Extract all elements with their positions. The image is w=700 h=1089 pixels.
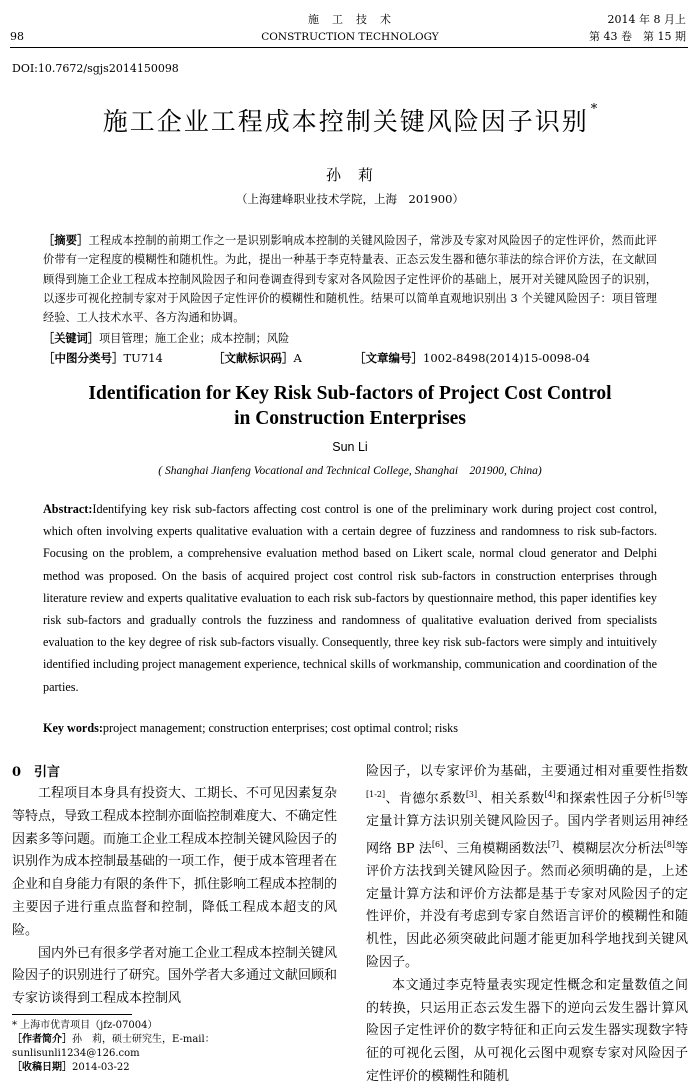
left-column bbox=[12, 783, 337, 1011]
clc bbox=[43, 350, 163, 366]
doi: DOI:10.7672/sgjs2014150098 bbox=[12, 62, 179, 75]
text-run: 和探索性因子分析 bbox=[555, 791, 664, 807]
title-zh: 施工企业工程成本控制关键风险因子识别 bbox=[102, 107, 589, 136]
footnote-date bbox=[12, 1061, 342, 1075]
footnote-author-text: 孙 莉，硕士研究生，E-mail：sunlisunli1234@126.com bbox=[12, 1034, 215, 1059]
text-run: 、模糊层次分析法 bbox=[559, 841, 664, 857]
text-run: 险因子，以专家评价为基础，主要通过相对重要性指数 bbox=[366, 764, 688, 779]
text-run: 等评价方法找到关键风险因子。然而必须明确的是，上述定量计算方法和评价方法都是基于专家对风险因子的定性评价，并没有考虑到专家自然语言评价的模糊性和随机性，因此必须突破此问题才能更加科学地找到关键风险因子。 bbox=[366, 841, 688, 971]
keywords-zh bbox=[43, 329, 657, 348]
citation: [5] bbox=[663, 789, 675, 799]
section-heading: 0 引言 bbox=[12, 765, 61, 780]
citation: [4] bbox=[544, 789, 556, 799]
article-number-value: 1002-8498(2014)15-0098-04 bbox=[423, 351, 590, 365]
text-run: 、三角模糊函数法 bbox=[443, 841, 548, 857]
author-zh: 孙 莉 bbox=[325, 166, 374, 184]
title-en-line1: Identification for Key Risk Sub-factors of Project Cost Control bbox=[88, 383, 612, 404]
left-paragraph-1: 工程项目本身具有投资大、工期长、不可见因素复杂等特点，导致工程成本控制亦面临控制难度大、不确定性因素多等问题。而施工企业工程成本控制关键风险因子的识别作为成本控制最基础的一项工作，便于成本管理者在企业和自身能力有限的条件下，抓住影响工程成本控制的主要因子进行重点监督和控制，降低工程成本超支的风险。 bbox=[12, 786, 338, 938]
title-en-line2: in Construction Enterprises bbox=[234, 408, 466, 429]
right-paragraph-1 bbox=[366, 761, 688, 975]
keywords-en-label: Key words: bbox=[43, 721, 103, 735]
text-run: 、相关系数 bbox=[477, 791, 545, 807]
affiliation-en: ( Shanghai Jianfeng Vocational and Technical College, Shanghai 201900, China) bbox=[158, 465, 542, 477]
keywords-zh-label: ［关键词］ bbox=[43, 331, 99, 345]
left-paragraph-2: 国内外已有很多学者对施工企业工程成本控制关键风险因子的识别进行了研究。国外学者大多通过文献回顾和专家访谈得到工程成本控制风 bbox=[12, 945, 338, 1007]
header-rule bbox=[10, 47, 688, 48]
right-column bbox=[366, 761, 688, 1089]
citation: [1-2] bbox=[366, 789, 386, 799]
footnote-date-label: ［收稿日期］ bbox=[12, 1062, 72, 1073]
abstract-zh bbox=[43, 231, 657, 327]
title-zh-block bbox=[0, 102, 700, 138]
footnote-date-text: 2014-03-22 bbox=[72, 1062, 130, 1073]
page-number: 98 bbox=[10, 30, 24, 43]
volume-issue: 第 43 卷 第 15 期 bbox=[589, 30, 686, 43]
article-number-label: ［文章编号］ bbox=[354, 351, 423, 365]
issue-date: 2014 年 8 月上 bbox=[607, 13, 686, 26]
doc-code-label: ［文献标识码］ bbox=[213, 351, 294, 365]
keywords-zh-text: 项目管理；施工企业；成本控制；风险 bbox=[98, 332, 290, 345]
author-en: Sun Li bbox=[332, 440, 368, 454]
abstract-en-text: Identifying key risk sub-factors affecting cost control is one of the preliminary work during project cost control, which often involving experts qualitative evaluation with a certain degree of fuzziness and randomness to risk sub-factors. Focusing on the problem, a comprehensive evaluation method based on Likert scale, normal cloud generator and Delphi method was proposed. On the basis of acquired project cost control risk sub-factors in construction enterprises through literature review and experts qualitative evaluation to each risk sub-factors by questionnaire method, this paper identifies key risk sub-factors and gradually controls the fuzziness and randomness of qualitative evaluation derived from specialists evaluation to the key degree of risk sub-factors visually. Consequently, three key risk sub-factors were simply and intuitively identified including project management experience, technical skills of workmanship, communication and coordination of the parties. bbox=[43, 502, 657, 694]
footnote-author bbox=[12, 1033, 342, 1061]
abstract-en-label: Abstract: bbox=[43, 502, 93, 516]
affiliation-zh: （上海建峰职业技术学院，上海 201900） bbox=[236, 192, 464, 206]
footnote-fund: * 上海市优青项目（jfz-07004） bbox=[12, 1020, 158, 1031]
abstract-en bbox=[43, 498, 657, 698]
citation: [7] bbox=[547, 839, 560, 849]
text-run: 等定量计算方法识别关键风险因子。国内学者则运用神经网络 BP 法 bbox=[366, 791, 688, 857]
citation: [3] bbox=[465, 789, 478, 799]
title-en bbox=[0, 381, 700, 431]
clc-value: TU714 bbox=[123, 351, 163, 365]
clc-label: ［中图分类号］ bbox=[43, 351, 124, 365]
journal-title-zh: 施 工 技 术 bbox=[308, 13, 392, 26]
footnote-rule bbox=[12, 1014, 132, 1015]
abstract-zh-text: 工程成本控制的前期工作之一是识别影响成本控制的关键风险因子，常涉及专家对风险因子的定性评价，然而此评价带有一定程度的模糊性和随机性。为此，提出一种基于李克特量表、正态云发生器和德尔菲法的综合评价方法，在文献回顾得到施工企业工程成本控制风险因子和问卷调查得到专家对各风险因子定性评价的基础上，展开对关键风险因子的识别，以逐步可视化控制专家对于风险因子定性评价的模糊性和随机性。结果可以简单直观地识别出 3 个关键风险因子：项目管理经验、工人技术水平、各方沟通和协调。 bbox=[43, 234, 657, 325]
footnotes bbox=[12, 1019, 342, 1075]
text-run: 、肯德尔系数 bbox=[385, 791, 466, 807]
title-footnote-mark: * bbox=[590, 102, 598, 117]
citation: [8] bbox=[663, 839, 675, 849]
article-number bbox=[354, 350, 590, 366]
citation: [6] bbox=[431, 839, 444, 849]
right-paragraph-2: 本文通过李克特量表实现定性概念和定量数值之间的转换，只运用正态云发生器下的逆向云发生器计算风险因子定性评价的数字特征和正向云发生器实现数字特征的可视化云图，从可视化云图中观察专家对风险因子定性评价的模糊性和随机 bbox=[366, 977, 688, 1085]
doc-code bbox=[213, 350, 302, 366]
keywords-en bbox=[43, 717, 657, 739]
abstract-zh-label: ［摘要］ bbox=[43, 233, 89, 247]
journal-title-en: CONSTRUCTION TECHNOLOGY bbox=[261, 31, 439, 43]
footnote-author-label: ［作者简介］ bbox=[12, 1034, 72, 1045]
doc-code-value: A bbox=[293, 351, 302, 365]
keywords-en-text: project management; construction enterprises; cost optimal control; risks bbox=[102, 721, 458, 735]
